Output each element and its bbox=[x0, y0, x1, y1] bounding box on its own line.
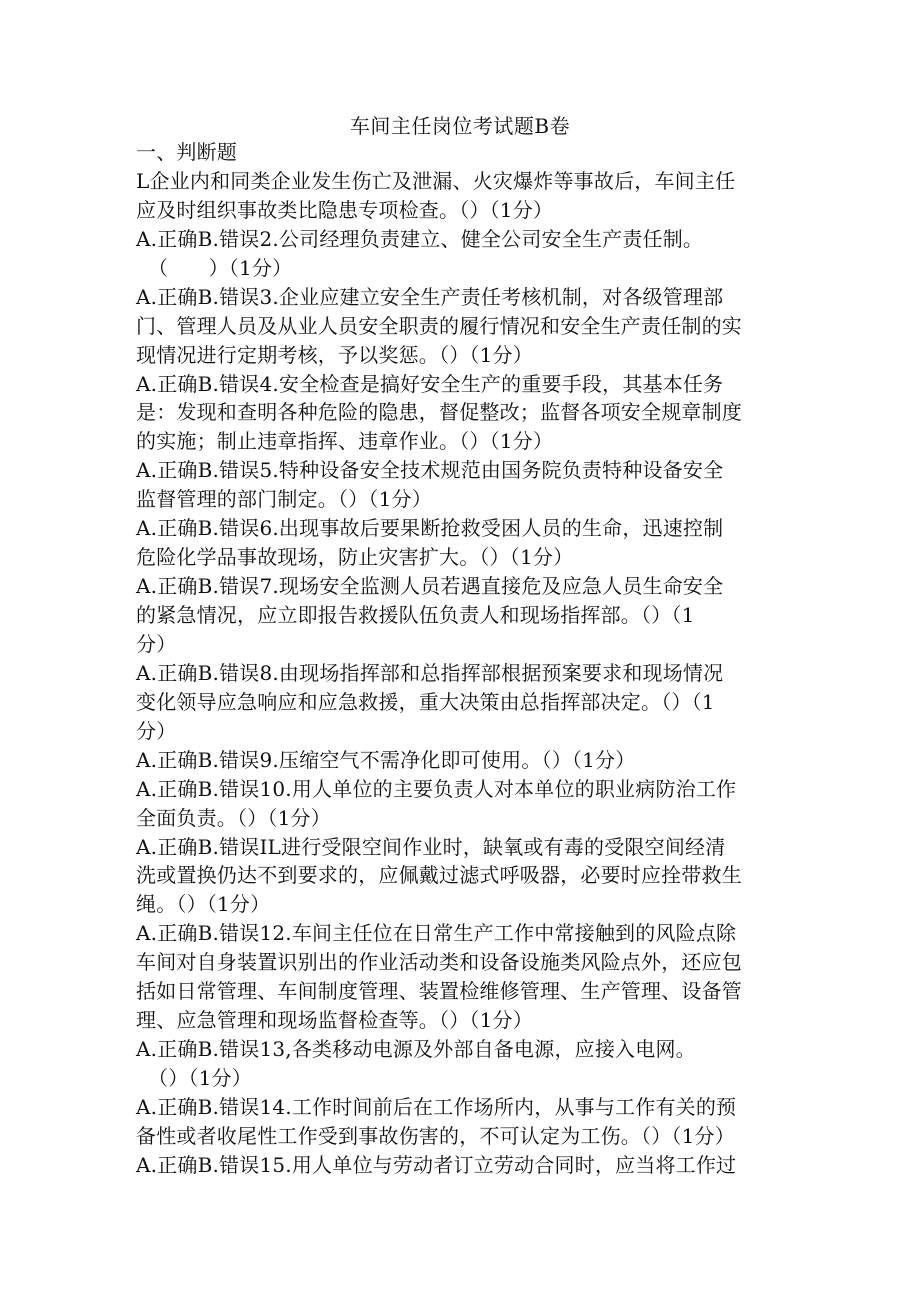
question-line: A.正确B.错误14.工作时间前后在工作场所内，从事与工作有关的预 bbox=[136, 1094, 737, 1119]
question-line: 现情况进行定期考核，予以奖惩。（）（1分） bbox=[136, 342, 533, 367]
question-line: （）（1分） bbox=[148, 1066, 252, 1090]
question-line: A.正确B.错误10.用人单位的主要负责人对本单位的职业病防治工作 bbox=[136, 776, 737, 801]
question-line: 洗或置换仍达不到要求的，应佩戴过滤式呼吸器，必要时应拴带救生 bbox=[136, 863, 742, 888]
question-line: A.正确B.错误15.用人单位与劳动者订立劳动合同时，应当将工作过 bbox=[136, 1152, 737, 1177]
question-line: 危险化学品事故现场，防止灾害扩大。（）（1分） bbox=[136, 545, 574, 570]
question-line: A.正确B.错误12.车间主任位在日常生产工作中常接触到的风险点除 bbox=[136, 921, 737, 946]
document-title: 车间主任岗位考试题B卷 bbox=[349, 114, 571, 138]
question-line: 括如日常管理、车间制度管理、装置检维修管理、生产管理、设备管 bbox=[136, 979, 742, 1004]
question-line: A.正确B.错误6.出现事故后要果断抢救受困人员的生命，迅速控制 bbox=[136, 516, 724, 541]
question-line: 全面负责。（）（1分） bbox=[136, 805, 331, 830]
question-line: A.正确B.错误5.特种设备安全技术规范由国务院负责特种设备安全 bbox=[136, 458, 724, 483]
question-line: 的实施；制止违章指挥、违章作业。（）（1分） bbox=[136, 429, 554, 454]
question-line: 是：发现和查明各种危险的隐患，督促整改；监督各项安全规章制度 bbox=[136, 400, 742, 425]
question-line: 门、管理人员及从业人员安全职责的履行情况和安全生产责任制的实 bbox=[136, 313, 742, 338]
question-line: 备性或者收尾性工作受到事故伤害的，不可认定为工伤。（）（1分） bbox=[136, 1123, 735, 1148]
question-line: A.正确B.错误3.企业应建立安全生产责任考核机制，对各级管理部 bbox=[136, 284, 724, 309]
section-heading: 一、判断题 bbox=[136, 140, 237, 164]
question-line: A.正确B.错误IL进行受限空间作业时，缺氧或有毒的受限空间经清 bbox=[136, 834, 726, 859]
question-line: 分） bbox=[136, 631, 177, 656]
question-line: 应及时组织事故类比隐患专项检查。（）（1分） bbox=[136, 197, 554, 222]
document-body bbox=[136, 138, 796, 1180]
question-line: A.正确B.错误7.现场安全监测人员若遇直接危及应急人员生命安全 bbox=[136, 574, 724, 599]
question-line: 绳。（）（1分） bbox=[136, 892, 271, 917]
question-line: A.正确B.错误8.由现场指挥部和总指挥部根据预案要求和现场情况 bbox=[136, 660, 724, 685]
question-line: A.正确B.错误2.公司经理负责建立、健全公司安全生产责任制。 bbox=[136, 226, 704, 251]
question-line: 变化领导应急响应和应急救援，重大决策由总指挥部决定。（）（1 bbox=[136, 689, 715, 714]
question-line: 车间对自身装置识别出的作业活动类和设备设施类风险点外，还应包 bbox=[136, 950, 742, 975]
question-line: L企业内和同类企业发生伤亡及泄漏、火灾爆炸等事故后，车间主任 bbox=[136, 168, 736, 193]
question-line: 监督管理的部门制定。（）（1分） bbox=[136, 487, 432, 512]
question-line: A.正确B.错误9.压缩空气不需净化即可使用。（）（1分） bbox=[136, 747, 636, 772]
question-line: A.正确B.错误4.安全检查是搞好安全生产的重要手段，其基本任务 bbox=[136, 371, 724, 396]
question-line: 的紧急情况，应立即报告救援队伍负责人和现场指挥部。（）（1 bbox=[136, 603, 695, 627]
question-line: （ ）（1分） bbox=[148, 255, 293, 280]
question-line: 分） bbox=[136, 718, 177, 743]
question-line: A.正确B.错误13,各类移动电源及外部自备电源，应接入电网。 bbox=[136, 1037, 696, 1062]
question-line: 理、应急管理和现场监督检查等。（）（1分） bbox=[136, 1008, 533, 1033]
